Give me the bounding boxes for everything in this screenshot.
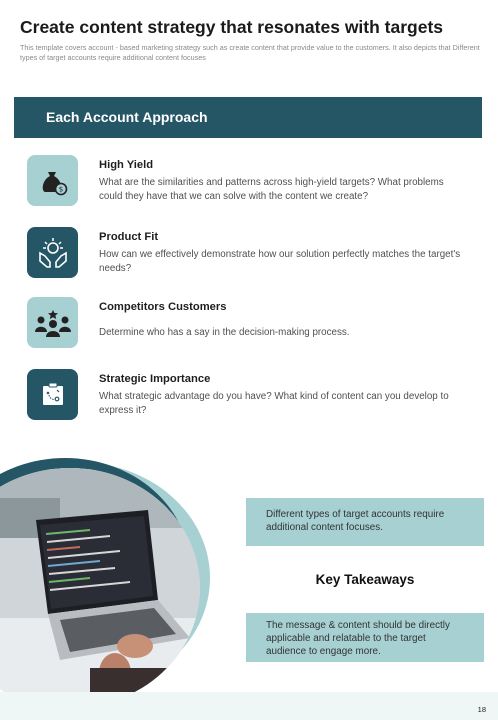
svg-text:$: $ [58,185,63,194]
item-description: How can we effectively demonstrate how our solution perfectly matches the target's needs? [99,249,461,274]
section-banner [14,97,482,138]
item-heading: Strategic Importance [99,373,211,385]
money-bag-icon [27,155,78,206]
page-title: Create content strategy that resonates with targets [20,17,444,37]
item-heading: High Yield [99,159,154,171]
footer-bar [0,692,498,720]
people-group-icon [27,297,78,348]
strategy-board-icon [27,369,78,420]
item-description: What are the similarities and patterns across high-yield targets? What problems could they have that we can solve with the content we create? [99,177,444,202]
item-heading: Competitors Customers [99,301,227,313]
item-description: What strategic advantage do you have? What kind of content can you develop to express it? [99,391,449,416]
item-heading: Product Fit [99,231,159,243]
key-takeaways-title: Key Takeaways [315,572,415,587]
hands-product-icon [27,227,78,278]
page-number: 18 [477,705,486,714]
page-subtitle: This template covers account - based marketing strategy such as create content that provide value to the customers. It also depicts that Different types of target accounts require additional content focuses [20,43,480,62]
banner-title: Each Account Approach [46,109,208,125]
takeaway-box-1: Different types of target accounts require additional content focuses. [246,498,484,546]
takeaway-box-2: The message & content should be directly applicable and relatable to the target audience to engage more. [246,613,484,662]
item-description: Determine who has a say in the decision-making process. [99,327,350,338]
